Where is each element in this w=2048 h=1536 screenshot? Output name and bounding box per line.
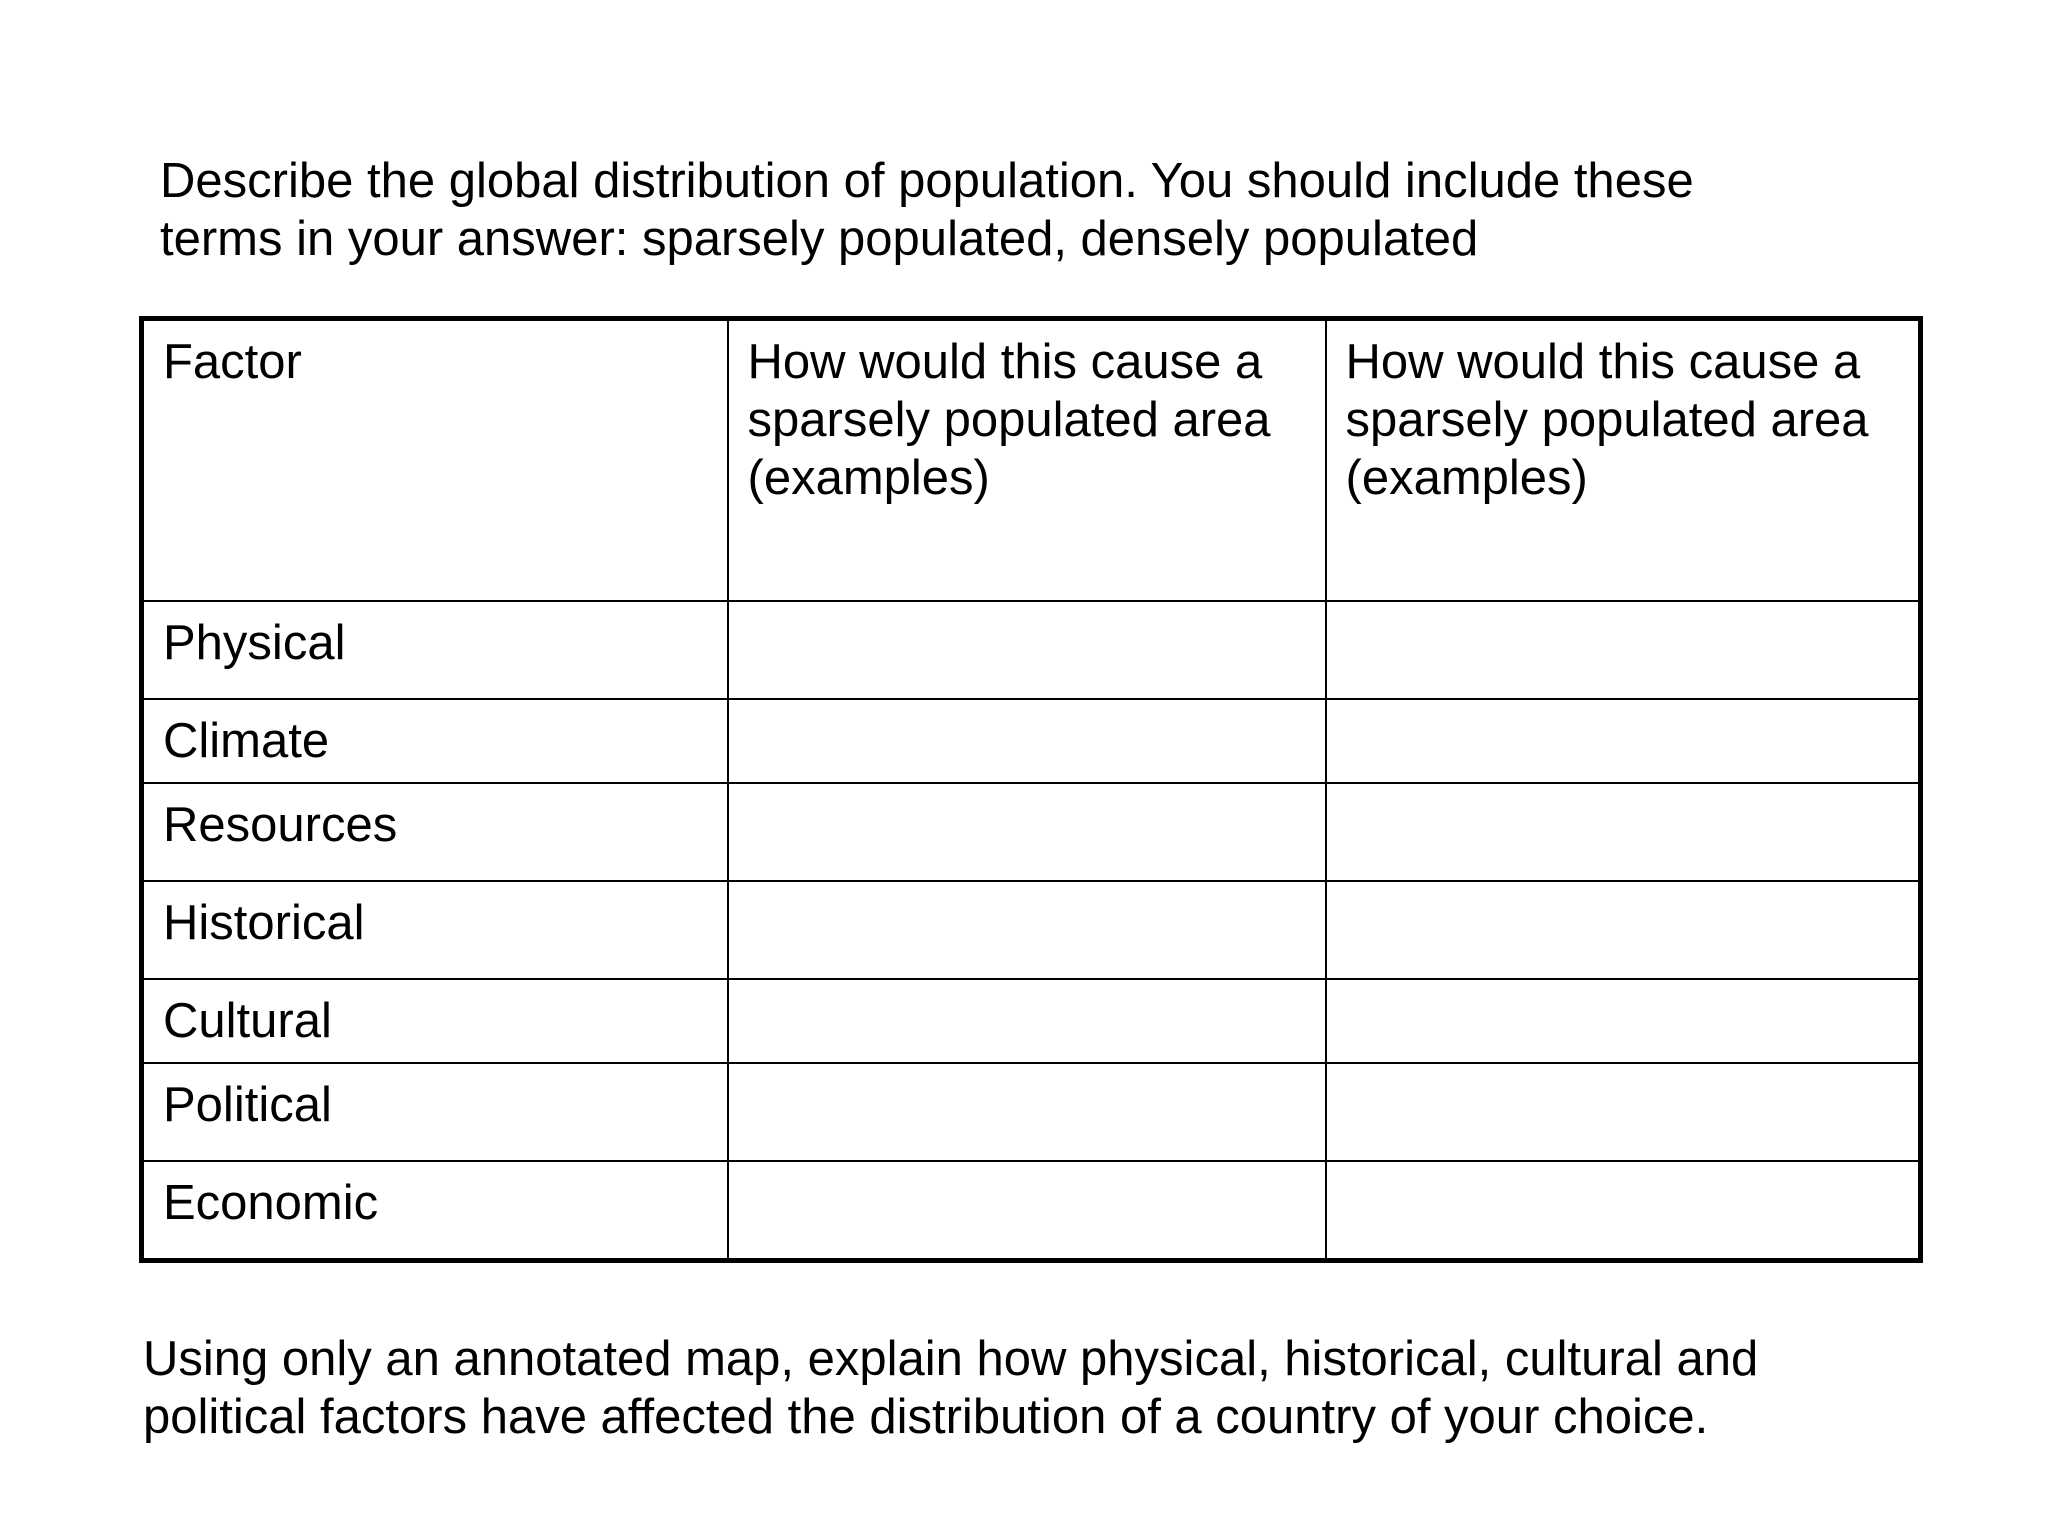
intro-question [160,152,1694,268]
factor-label: Climate [142,699,728,783]
header-sparse-examples-1: How would this cause a sparsely populated area (examples) [728,319,1326,602]
table-row-economic [142,1161,1921,1261]
outro-line-2: political factors have affected the distribution of a country of your choice. [143,1390,1709,1444]
table-row-historical [142,881,1921,979]
header-sparse-examples-2: How would this cause a sparsely populated area (examples) [1326,319,1921,602]
intro-line-2: terms in your answer: sparsely populated, densely populated [160,212,1479,266]
intro-line-1: Describe the global distribution of population. You should include these [160,154,1694,208]
answer-cell[interactable] [1326,601,1921,699]
table-row-physical [142,601,1921,699]
table-header-row [142,319,1921,602]
answer-cell[interactable] [1326,1063,1921,1161]
answer-cell[interactable] [1326,1161,1921,1261]
answer-cell[interactable] [1326,881,1921,979]
header-factor: Factor [142,319,728,602]
answer-cell[interactable] [728,699,1326,783]
factor-label: Political [142,1063,728,1161]
table-row-climate [142,699,1921,783]
answer-cell[interactable] [1326,979,1921,1063]
factor-label: Economic [142,1161,728,1261]
answer-cell[interactable] [1326,783,1921,881]
table-row-political [142,1063,1921,1161]
factor-label: Physical [142,601,728,699]
answer-cell[interactable] [1326,699,1921,783]
table-row-resources [142,783,1921,881]
factor-label: Historical [142,881,728,979]
factor-label: Resources [142,783,728,881]
outro-line-1: Using only an annotated map, explain how physical, historical, cultural and [143,1332,1759,1386]
answer-cell[interactable] [728,783,1326,881]
answer-cell[interactable] [728,1063,1326,1161]
factor-label: Cultural [142,979,728,1063]
table-row-cultural [142,979,1921,1063]
answer-cell[interactable] [728,601,1326,699]
answer-cell[interactable] [728,979,1326,1063]
map-question [143,1330,1758,1446]
factor-table [139,316,1923,1263]
answer-cell[interactable] [728,1161,1326,1261]
answer-cell[interactable] [728,881,1326,979]
